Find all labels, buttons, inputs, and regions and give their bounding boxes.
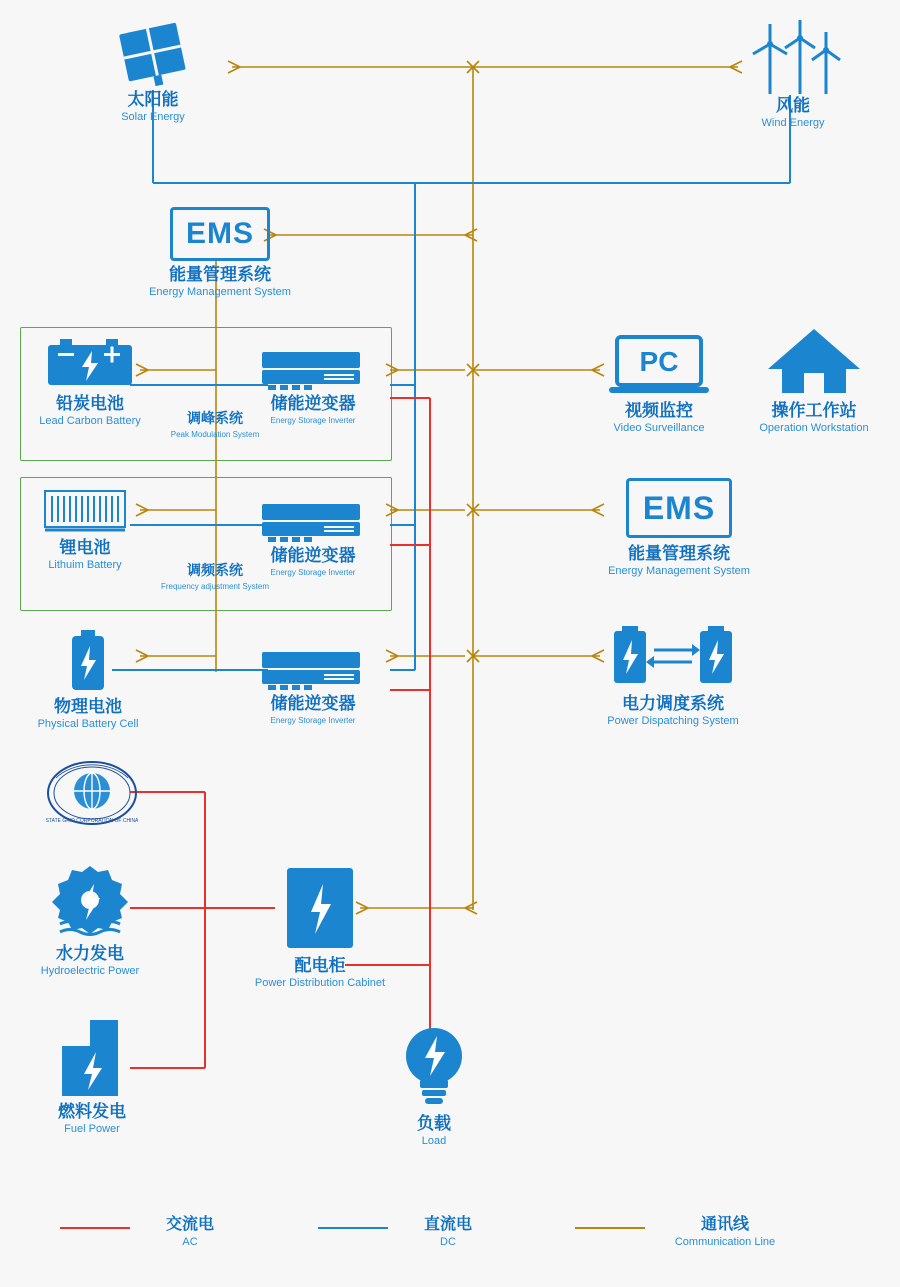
node-label-en: Solar Energy: [121, 111, 185, 123]
node-label-en: Lead Carbon Battery: [39, 415, 141, 427]
legend-label-cn: 交流电: [165, 1216, 214, 1233]
node-label-en: Fuel Power: [64, 1123, 120, 1135]
legend-comm: [635, 1215, 815, 1249]
node-label-en: Energy Management System: [608, 565, 750, 577]
node-label-en: Lithuim Battery: [48, 559, 122, 571]
node-label-en: Power Dispatching System: [607, 715, 739, 727]
node-label-en: Video Surveillance: [613, 422, 705, 434]
node-label-cn: 能量管理系统: [169, 265, 271, 284]
node-video-surveillance[interactable]: [598, 335, 720, 435]
inverter-icon: [260, 500, 366, 544]
node-distribution-cabinet[interactable]: [240, 866, 400, 990]
node-hydroelectric[interactable]: [28, 862, 152, 978]
node-label-cn: 配电柜: [294, 956, 346, 975]
node-label-cn: 物理电池: [54, 697, 122, 716]
ems-box-icon: [626, 478, 732, 538]
node-label-en: Load: [421, 1135, 447, 1147]
wind-turbine-icon: [738, 18, 848, 96]
fuel-plant-icon: [56, 1018, 128, 1098]
node-inverter-3[interactable]: [253, 648, 373, 728]
node-ems-top[interactable]: [140, 207, 300, 299]
node-label-cn: 储能逆变器: [270, 694, 356, 713]
node-label-en: Energy Storage Inverter: [270, 568, 356, 577]
lithium-rack-icon: [44, 490, 126, 532]
ems-box-icon: [170, 207, 270, 261]
dual-battery-icon: [608, 622, 738, 688]
node-label-cn: 铅炭电池: [56, 394, 124, 413]
node-wind[interactable]: [733, 18, 853, 130]
hydro-gear-icon: [42, 862, 138, 940]
inverter-icon: [260, 348, 366, 392]
ems-text: EMS: [642, 489, 716, 526]
node-label-cn: 视频监控: [625, 401, 693, 420]
legend-label-en: Communication Line: [674, 1236, 776, 1248]
node-label-cn: 调峰系统: [187, 410, 243, 426]
battery-icon: [44, 337, 136, 391]
node-solar[interactable]: [93, 20, 213, 124]
node-physical-battery[interactable]: [28, 630, 148, 731]
legend-label-en: AC: [182, 1236, 198, 1248]
state-grid-logo-icon: [46, 760, 138, 826]
ems-text: EMS: [185, 217, 254, 250]
svg-text:STATE GRID CORPORATION OF CHIN: STATE GRID CORPORATION OF CHINA: [46, 818, 138, 824]
node-state-grid[interactable]: [42, 760, 142, 826]
node-label-cn: 风能: [776, 96, 810, 115]
battery-cell-icon: [66, 630, 110, 692]
legend-line-comm: [575, 1227, 645, 1229]
node-power-dispatching[interactable]: [595, 622, 751, 728]
node-load[interactable]: [375, 1020, 493, 1148]
house-icon: [766, 325, 862, 397]
node-label-en: Peak Modulation System: [170, 430, 260, 439]
svg-text:PC: PC: [639, 346, 679, 377]
solar-panel-icon: [108, 20, 198, 90]
node-label-en: Hydroelectric Power: [40, 965, 140, 977]
node-label-cn: 燃料发电: [58, 1102, 126, 1121]
legend-ac: [120, 1215, 260, 1249]
node-label-en: Energy Storage Inverter: [270, 416, 356, 425]
cabinet-icon: [285, 866, 355, 950]
node-label-cn: 锂电池: [59, 538, 111, 557]
legend-label-cn: 直流电: [423, 1216, 472, 1233]
legend-line-ac: [60, 1227, 130, 1229]
node-label-en: Physical Battery Cell: [37, 718, 139, 730]
legend-label-cn: 通讯线: [700, 1216, 749, 1233]
node-ems-mid[interactable]: [598, 478, 760, 578]
node-label-cn: 太阳能: [127, 90, 179, 109]
node-lithium-battery[interactable]: [27, 490, 143, 572]
node-fuel-power[interactable]: [30, 1018, 154, 1136]
node-label-cn: 能量管理系统: [628, 544, 730, 563]
node-label-en: Operation Workstation: [759, 422, 869, 434]
legend-line-dc: [318, 1227, 388, 1229]
node-label-cn: 调频系统: [187, 562, 243, 578]
node-lead-carbon-battery[interactable]: [27, 337, 153, 428]
legend-dc: [378, 1215, 518, 1249]
node-label-en: Wind Energy: [761, 117, 825, 129]
node-label-en: Energy Management System: [149, 286, 291, 298]
node-label-cn: 负载: [417, 1114, 451, 1133]
node-label-cn: 操作工作站: [771, 401, 857, 420]
node-label-en: Energy Storage Inverter: [270, 716, 356, 725]
node-label-en: Frequency adjustment System: [160, 582, 270, 591]
node-inverter-1[interactable]: [253, 348, 373, 428]
node-label-cn: 电力调度系统: [622, 694, 724, 713]
node-inverter-2[interactable]: [253, 500, 373, 580]
node-label-en: Power Distribution Cabinet: [254, 977, 386, 989]
node-label-cn: 储能逆变器: [270, 394, 356, 413]
node-label-cn: 水力发电: [56, 944, 124, 963]
bulb-icon: [403, 1020, 465, 1112]
inverter-icon: [260, 648, 366, 692]
node-label-cn: 储能逆变器: [270, 546, 356, 565]
laptop-icon: [607, 335, 711, 397]
node-operation-workstation[interactable]: [752, 325, 876, 435]
legend-label-en: DC: [440, 1236, 456, 1248]
